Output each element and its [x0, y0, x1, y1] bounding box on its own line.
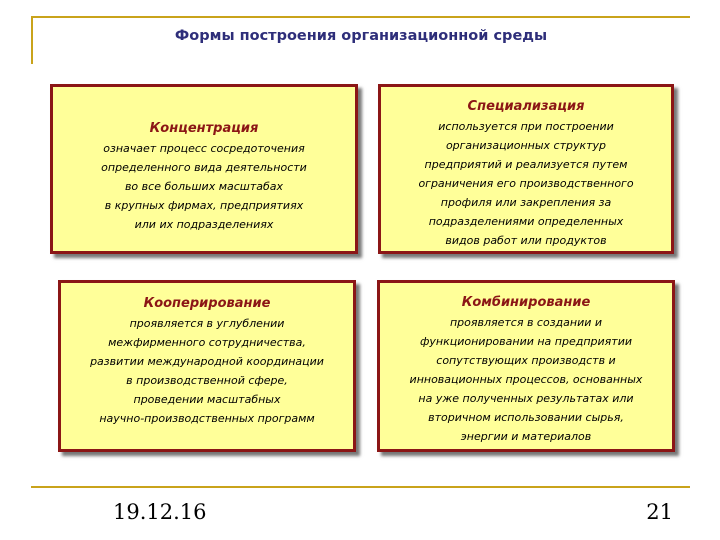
slide-title: Формы построения организационной среды — [174, 28, 548, 44]
box-text-line: определенного вида деятельности — [101, 161, 307, 174]
combination-box — [377, 280, 675, 452]
box-text-line: профиля или закрепления за — [440, 196, 612, 209]
slide-date: 19.12.16 — [113, 500, 207, 524]
box-heading: Кооперирование — [143, 296, 271, 311]
box-text-line: проявляется в углублении — [129, 317, 285, 330]
box-text-line: проведении масштабных — [133, 393, 281, 406]
box-text-line: развитии международной координации — [90, 355, 324, 368]
box-text-line: используется при построении — [438, 120, 614, 133]
box-heading: Концентрация — [149, 121, 259, 136]
bottom-rule — [31, 486, 690, 488]
left-rule — [31, 16, 33, 64]
box-text-line: энергии и материалов — [460, 430, 592, 443]
box-heading: Специализация — [467, 99, 585, 114]
specialization-box — [378, 84, 674, 254]
box-text-line: видов работ или продуктов — [445, 234, 607, 247]
box-text-line: проявляется в создании и — [449, 316, 603, 329]
box-text-line: функционировании на предприятии — [419, 335, 632, 348]
box-text-line: в производственной сфере, — [126, 374, 288, 387]
concentration-box — [50, 84, 358, 254]
page-number: 21 — [646, 500, 673, 524]
box-text-line: на уже полученных результатах или — [418, 392, 634, 405]
box-text-line: во все больших масштабах — [124, 180, 284, 193]
box-text-line: или их подразделениях — [134, 218, 274, 231]
top-rule — [31, 16, 690, 18]
box-text-line: организационных структур — [445, 139, 607, 152]
box-text-line: инновационных процессов, основанных — [409, 373, 643, 386]
box-text-line: в крупных фирмах, предприятиях — [104, 199, 304, 212]
box-heading: Комбинирование — [461, 295, 591, 310]
cooperation-box — [58, 280, 356, 452]
box-text-line: научно-производственных программ — [99, 412, 315, 425]
box-text-line: предприятий и реализуется путем — [424, 158, 628, 171]
box-text-line: межфирменного сотрудничества, — [108, 336, 306, 349]
box-text-line: подразделениями определенных — [428, 215, 624, 228]
box-text-line: означает процесс сосредоточения — [103, 142, 305, 155]
box-text-line: сопутствующих производств и — [436, 354, 616, 367]
box-text-line: вторичном использовании сырья, — [428, 411, 624, 424]
box-text-line: ограничения его производственного — [418, 177, 634, 190]
